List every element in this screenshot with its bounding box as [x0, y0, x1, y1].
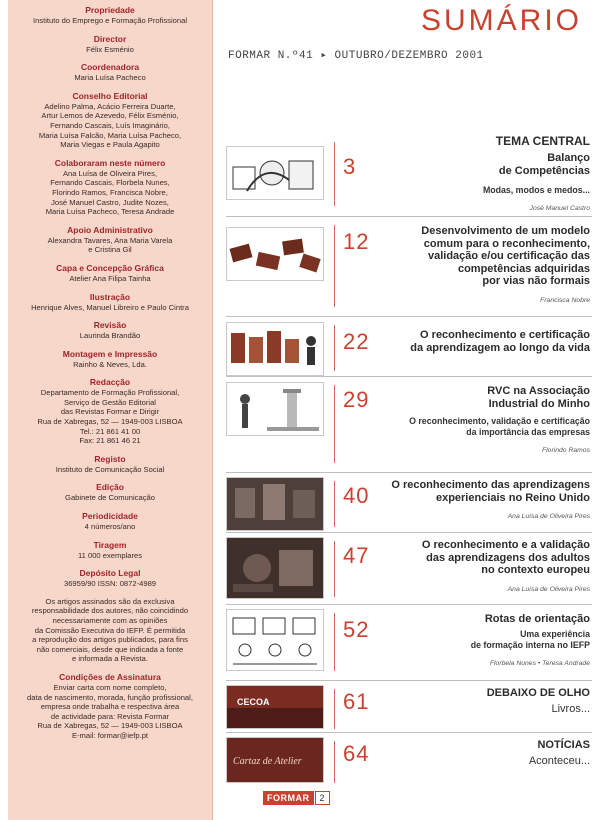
masthead-group: [8, 34, 212, 55]
page-footer: [263, 791, 330, 805]
masthead-text: 36959/90 ISSN: 0872-4989: [63, 579, 157, 589]
entry-title: DEBAIXO DE OLHO: [486, 687, 590, 699]
thumb-label: Cartaz de Atelier: [233, 756, 302, 767]
entry-illustration: [226, 227, 324, 281]
entry-title: Balanço de Competências: [498, 152, 590, 177]
masthead-title: Montagem e Impressão: [62, 348, 158, 359]
masthead-text: Ana Luísa de Oliveira Pires, Fernando Cascais, Florbela Nunes, Florindo Ramos, Francisca Nobre, José Manuel Castro, Judite Nozes, Maria Luísa Pacheco, Teresa Andrade: [45, 168, 175, 217]
entry-divider: [334, 613, 335, 671]
masthead-group: [8, 158, 212, 217]
masthead-text: Henrique Alves, Manuel Libreiro e Paulo Cintra: [31, 302, 189, 312]
entry-illustration: [226, 322, 324, 376]
masthead-group: [8, 320, 212, 341]
masthead-text: Gabinete de Comunicação: [65, 493, 155, 503]
entry-body: [376, 539, 590, 593]
entry-title: NOTÍCIAS: [537, 739, 590, 751]
entry-author: José Manuel Castro: [529, 205, 590, 212]
entry-illustration: [226, 737, 324, 783]
masthead-title: Redacção: [89, 377, 131, 388]
entry-divider: [334, 541, 335, 597]
toc-entry[interactable]: [226, 680, 592, 733]
entry-divider: [334, 325, 335, 371]
masthead-group: [8, 568, 212, 589]
masthead-group: [8, 511, 212, 532]
entry-body: [376, 687, 590, 715]
masthead-title: Colaboraram neste número: [54, 157, 166, 168]
entry-subtitle: Modas, modos e medos...: [482, 185, 590, 195]
entry-illustration: [226, 537, 324, 599]
masthead-text: Adelino Palma, Acácio Ferreira Duarte, Artur Lemos de Azevedo, Félix Esménio, Fernando Cascais, Luís Imaginário, Maria Luísa Falcão, Maria Luísa Pacheco, Maria Viegas e Paula Agapito: [38, 101, 182, 150]
section-kicker: TEMA CENTRAL: [495, 134, 590, 148]
disclaimer-note: Os artigos assinados são da exclusiva responsabilidade dos autores, não coincidindo necessariamente com as opiniões da Comissão Executiva do IEFP. É permitida a reprodução dos artigos publicados, para fins não comerciais, desde que indicada a fonte e informada a Revista.: [31, 596, 189, 664]
toc-entry[interactable]: [226, 604, 592, 681]
issue-line: FORMAR N.º41 ▸ OUTUBRO/DEZEMBRO 2001: [228, 50, 484, 62]
masthead-text: 11 000 exemplares: [77, 550, 143, 560]
entry-title: RVC na Associação Industrial do Minho: [487, 385, 590, 410]
entry-illustration: [226, 477, 324, 531]
thumb-label: CECOA: [237, 697, 270, 707]
entry-author: Florindo Ramos: [542, 447, 590, 454]
entry-divider: [334, 385, 335, 463]
entry-title: O reconhecimento e a validação das aprendizagens dos adultos no contexto europeu: [421, 539, 590, 576]
toc-entry[interactable]: [226, 316, 592, 377]
masthead-text: Alexandra Tavares, Ana Maria Varela e Cristina Gil: [47, 235, 173, 255]
entry-subtitle: O reconhecimento, validação e certificação da importância das empresas: [409, 416, 590, 437]
entry-divider: [334, 689, 335, 729]
page-number: 47: [343, 543, 370, 568]
entry-divider: [334, 481, 335, 527]
entry-illustration: [226, 382, 324, 436]
page-number: 52: [343, 617, 370, 642]
page-number: 12: [343, 229, 370, 254]
masthead-group: [8, 5, 212, 26]
masthead-text: Atelier Ana Filipa Tainha: [69, 273, 151, 283]
subscription-title: Condições de Assinatura: [59, 671, 161, 682]
entry-title: O reconhecimento e certificação da aprendizagem ao longo da vida: [410, 329, 590, 354]
entry-illustration: [226, 146, 324, 200]
masthead-text: Departamento de Formação Profissional, Serviço de Gestão Editorial das Revistas Formar e Dirigir Rua de Xabregas, 52 — 1949-003 LISBOA Tel.: 21 861 41 00 Fax: 21 861 46 21: [37, 388, 183, 446]
masthead-title: Revisão: [93, 320, 127, 331]
entry-illustration: [226, 609, 324, 671]
entry-author: Florbela Nunes • Teresa Andrade: [489, 659, 590, 667]
entry-body: [376, 739, 590, 767]
masthead-title: Director: [93, 33, 127, 44]
masthead-text: Félix Esménio: [86, 44, 134, 54]
entry-body: [376, 613, 590, 667]
masthead-title: Tiragem: [93, 539, 127, 550]
entry-body: [376, 134, 590, 212]
entry-subtitle: Uma experiência de formação interna no IEFP: [470, 628, 590, 650]
entry-author: Ana Luísa de Oliveira Pires: [507, 585, 590, 593]
masthead-text: Instituto de Comunicação Social: [55, 464, 165, 474]
masthead-title: Registo: [94, 453, 126, 464]
entry-subtitle: Livros...: [551, 702, 590, 715]
masthead-title: Coordenadora: [80, 62, 140, 73]
toc-entry[interactable]: [226, 376, 592, 473]
entry-title: Rotas de orientação: [484, 613, 590, 625]
masthead-title: Conselho Editorial: [72, 90, 148, 101]
masthead-text: Instituto do Emprego e Formação Profissional: [32, 16, 188, 25]
masthead-title: Periodicidade: [82, 511, 138, 522]
masthead-title: Propriedade: [85, 5, 135, 15]
masthead-title: Ilustração: [89, 291, 131, 302]
masthead-text: 4 números/ano: [84, 522, 136, 532]
entry-body: [376, 479, 590, 520]
toc-entry[interactable]: [226, 216, 592, 317]
page-number: 29: [343, 387, 370, 412]
masthead-sidebar: [8, 0, 213, 820]
masthead-title: Depósito Legal: [79, 568, 141, 579]
masthead-group: [8, 263, 212, 284]
page-number: 61: [343, 689, 370, 714]
masthead-title: Apoio Administrativo: [67, 224, 153, 235]
page-number: 22: [343, 329, 370, 354]
entry-title: Desenvolvimento de um modelo comum para o reconhecimento, validação e/ou certificação das competências adquiridas por vias não formais: [421, 225, 590, 287]
entry-author: Francisca Nobre: [540, 296, 590, 304]
entry-title: O reconhecimento das aprendizagens experienciais no Reino Unido: [391, 479, 590, 504]
toc-entry[interactable]: [226, 472, 592, 533]
entry-illustration: [226, 685, 324, 729]
masthead-text: Maria Luísa Pacheco: [74, 73, 146, 83]
subscription-group: [8, 672, 212, 741]
masthead-text: Laurinda Brandão: [79, 331, 141, 341]
entry-body: [376, 385, 590, 454]
masthead-title: Capa e Concepção Gráfica: [56, 262, 164, 273]
entry-author: Ana Luísa de Oliveira Pires: [507, 513, 590, 520]
page-title: SUMÁRIO: [420, 4, 582, 37]
masthead-title: Edição: [96, 482, 124, 493]
masthead-group: [8, 225, 212, 255]
entry-subtitle: Aconteceu...: [528, 754, 590, 767]
entry-divider: [334, 142, 335, 206]
page-number: 3: [343, 154, 357, 179]
entry-body: [376, 225, 590, 304]
toc-entry[interactable]: [226, 532, 592, 605]
masthead-group: [8, 377, 212, 446]
entry-body: [376, 329, 590, 354]
toc-entry[interactable]: [226, 732, 592, 789]
masthead-text: Rainho & Neves, Lda.: [73, 359, 147, 369]
folio-number: 2: [315, 791, 330, 805]
masthead-group: [8, 540, 212, 561]
masthead-group: [8, 62, 212, 83]
formar-logo: FORMAR: [263, 791, 314, 805]
masthead-group: [8, 292, 212, 313]
masthead-group: [8, 91, 212, 150]
toc-entry[interactable]: [226, 132, 592, 216]
entry-divider: [334, 741, 335, 783]
page-number: 40: [343, 483, 370, 508]
masthead-group: [8, 454, 212, 475]
subscription-text: Enviar carta com nome completo, data de nascimento, morada, função profissional, empresa onde trabalha e respectiva área de actividade para: Revista Formar Rua de Xabregas, 52 — 1949-003 LISBOA E-mail: formar@iefp.pt: [27, 682, 193, 740]
masthead-group: [8, 349, 212, 370]
entry-divider: [334, 225, 335, 307]
page-number: 64: [343, 741, 370, 766]
masthead-group: [8, 482, 212, 503]
